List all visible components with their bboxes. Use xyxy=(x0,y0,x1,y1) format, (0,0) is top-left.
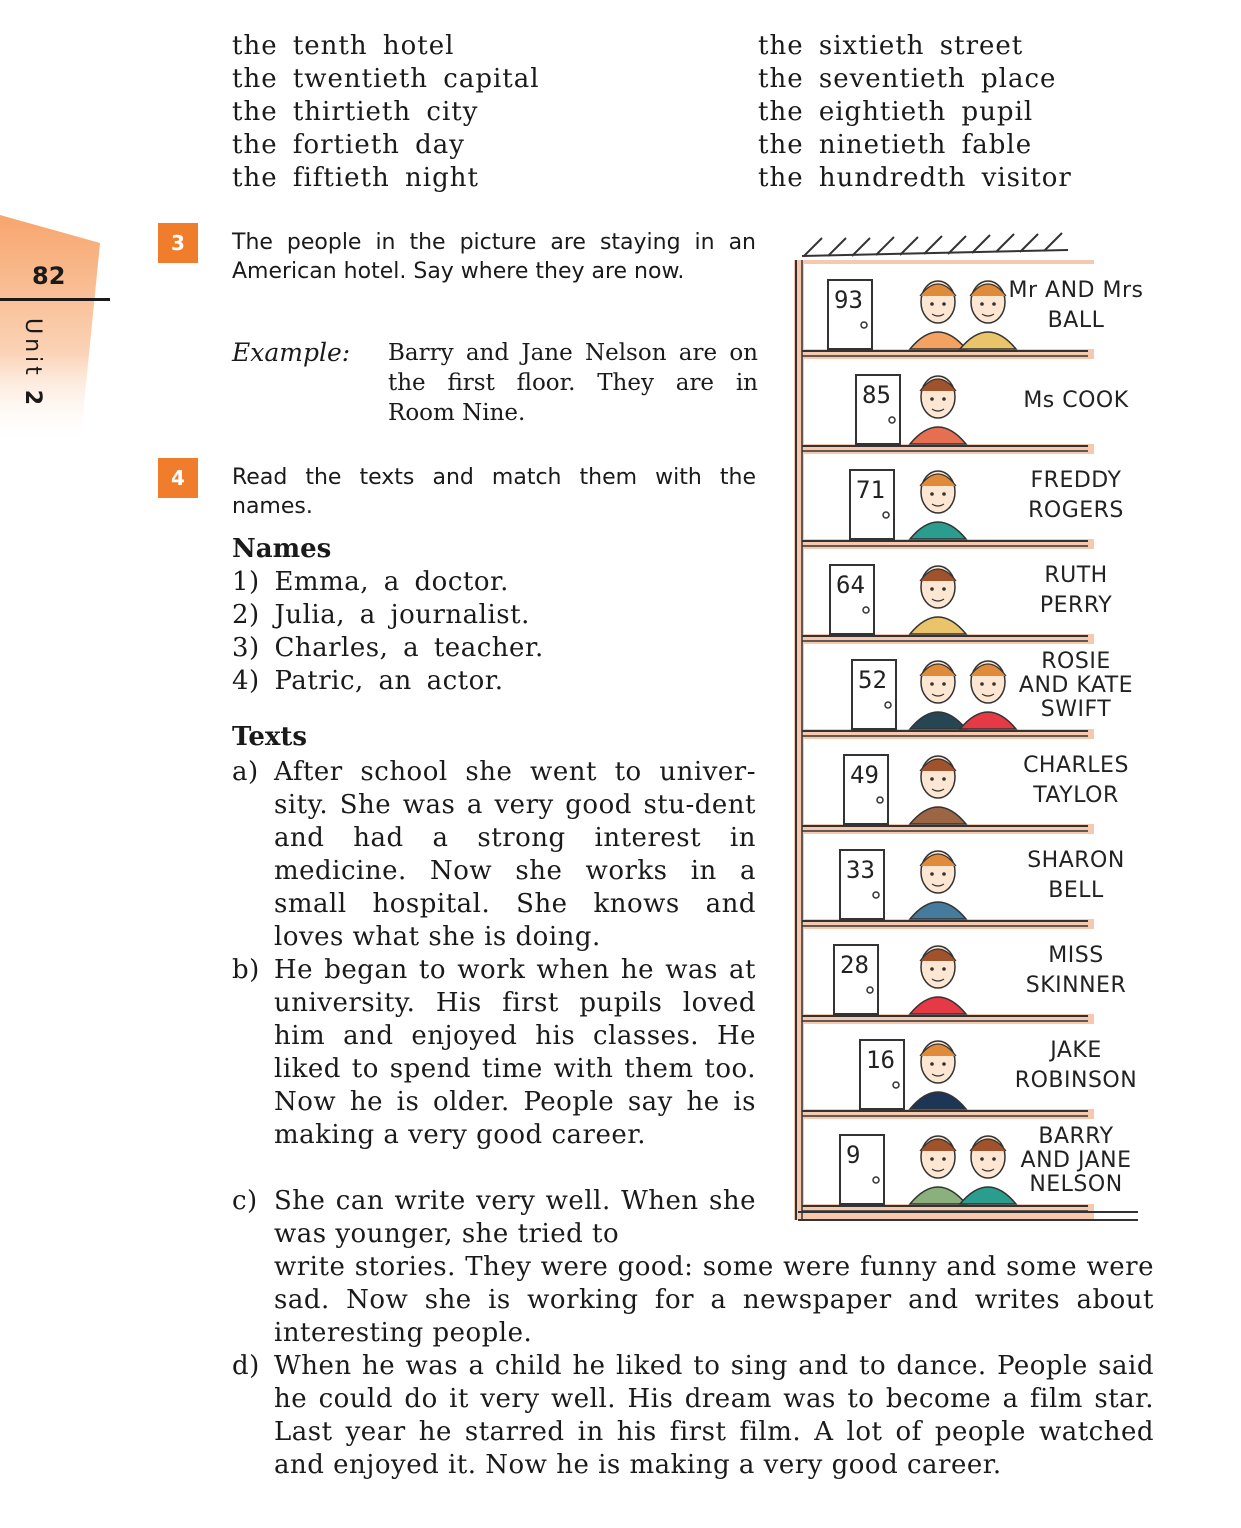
text-letter: b) xyxy=(232,955,260,985)
guest-name-line: PERRY xyxy=(1039,592,1113,618)
names-heading: Names xyxy=(232,534,332,564)
room-number: 93 xyxy=(834,286,863,314)
ordinal-item: the eightieth pupil xyxy=(758,97,1034,127)
room-number: 64 xyxy=(836,571,865,599)
room-number: 52 xyxy=(858,666,887,694)
example-label: Example: xyxy=(232,338,351,367)
name-item: 1) Emma, a doctor. xyxy=(232,567,509,597)
guest-name-line: Mr AND Mrs xyxy=(1008,277,1144,303)
room-number: 9 xyxy=(846,1141,861,1169)
text-body: When he was a child he liked to sing and to dance. People said he could do it very well. His dream was to become a film star. Last year he starred in his first film. A lot of people watched and enjoyed it. Now he is making a very good career. xyxy=(274,1351,1154,1480)
text-body: He began to work when he was at university. His first pupils loved him and enjoyed his classes. He liked to spend time with them too. Now he is older. People say he is making a very good career. xyxy=(274,955,756,1150)
guest-name-line: SWIFT xyxy=(1040,696,1112,722)
name-item: 4) Patric, an actor. xyxy=(232,666,504,696)
ordinal-item: the fiftieth night xyxy=(232,163,479,193)
guest-name-line: FREDDY xyxy=(1030,467,1122,493)
room-number: 28 xyxy=(840,951,869,979)
example-text: Barry and Jane Nelson are on the first floor. They are in Room Nine. xyxy=(388,340,758,426)
guest-name xyxy=(996,561,1156,621)
room-number: 71 xyxy=(856,476,885,504)
exercise-3-badge: 3 xyxy=(158,223,198,263)
guest-name xyxy=(996,751,1156,811)
text-body: She can write very well. When she was younger, she tried to xyxy=(274,1186,756,1249)
text-letter: a) xyxy=(232,757,259,787)
guest-name-line: MISS xyxy=(1048,942,1104,968)
roof-icon xyxy=(802,233,1068,256)
guest-name-line: Ms COOK xyxy=(1023,387,1129,413)
guest-name-line: JAKE xyxy=(1050,1037,1102,1063)
guest-name-line: TAYLOR xyxy=(1033,782,1119,808)
name-item: 2) Julia, a journalist. xyxy=(232,600,530,630)
ordinal-item: the ninetieth fable xyxy=(758,130,1033,160)
exercise-3-example xyxy=(232,338,758,428)
guest-name-line: SHARON xyxy=(1027,847,1125,873)
text-letter: d) xyxy=(232,1351,260,1381)
guest-name-line: BALL xyxy=(1047,307,1105,333)
text-a xyxy=(232,756,756,954)
guest-name xyxy=(996,276,1156,336)
texts-heading: Texts xyxy=(232,722,308,752)
hotel-illustration xyxy=(788,226,1158,1226)
guest-name xyxy=(996,1036,1156,1096)
exercise-3-instruction: The people in the picture are staying in an American hotel. Say where they are now. xyxy=(232,230,756,284)
text-c xyxy=(232,1185,756,1251)
guest-name-line: ROBINSON xyxy=(1014,1067,1138,1093)
ordinal-item: the tenth hotel xyxy=(232,31,455,61)
room-number: 16 xyxy=(866,1046,895,1074)
text-body: write stories. They were good: some were funny and some were sad. Now she is working for a newspaper and writes about interesting people. xyxy=(274,1252,1154,1348)
page-number-rule xyxy=(0,298,110,301)
ordinal-item: the fortieth day xyxy=(232,130,465,160)
unit-label: Unit 2 xyxy=(20,318,45,410)
room-number: 49 xyxy=(850,761,879,789)
guest-name-line: AND KATE xyxy=(1018,672,1134,698)
ordinal-item: the sixtieth street xyxy=(758,31,1024,61)
guest-name-line: NELSON xyxy=(1029,1171,1123,1197)
guest-name xyxy=(996,650,1156,722)
names-list xyxy=(232,566,544,698)
guest-name xyxy=(996,386,1156,416)
guest-name-line: RUTH xyxy=(1044,562,1108,588)
exercise-4-instruction: Read the texts and match them with the names. xyxy=(232,465,756,519)
guest-name-line: ROSIE xyxy=(1041,648,1111,674)
guest-name-line: ROGERS xyxy=(1028,497,1124,523)
page-number: 82 xyxy=(32,262,66,290)
ordinals-right-column xyxy=(758,30,1072,195)
ordinal-item: the thirtieth city xyxy=(232,97,479,127)
text-body: After school she went to univer-sity. She was a very good stu-dent and had a strong interest in medicine. Now she works in a small hospital. She knows and loves what she is doing. xyxy=(274,757,756,952)
room-number: 33 xyxy=(846,856,875,884)
guest-name xyxy=(996,1125,1156,1197)
ordinal-item: the twentieth capital xyxy=(232,64,540,94)
guest-name xyxy=(996,846,1156,906)
guest-name-line: BARRY xyxy=(1038,1123,1114,1149)
guest-name xyxy=(996,941,1156,1001)
guest-name-line: AND JANE xyxy=(1020,1147,1132,1173)
ordinals-left-column xyxy=(232,30,540,195)
name-item: 3) Charles, a teacher. xyxy=(232,633,544,663)
margin-tab xyxy=(0,215,110,445)
text-b xyxy=(232,954,756,1152)
room-number: 85 xyxy=(862,381,891,409)
guest-name-line: SKINNER xyxy=(1025,972,1127,998)
text-c-continued xyxy=(232,1251,1154,1350)
text-letter: c) xyxy=(232,1186,258,1216)
text-d xyxy=(232,1350,1154,1482)
ordinal-item: the hundredth visitor xyxy=(758,163,1072,193)
guest-name-line: CHARLES xyxy=(1023,752,1129,778)
ordinal-item: the seventieth place xyxy=(758,64,1057,94)
guest-name-line: BELL xyxy=(1048,877,1104,903)
guest-name xyxy=(996,466,1156,526)
exercise-4-badge: 4 xyxy=(158,458,198,498)
